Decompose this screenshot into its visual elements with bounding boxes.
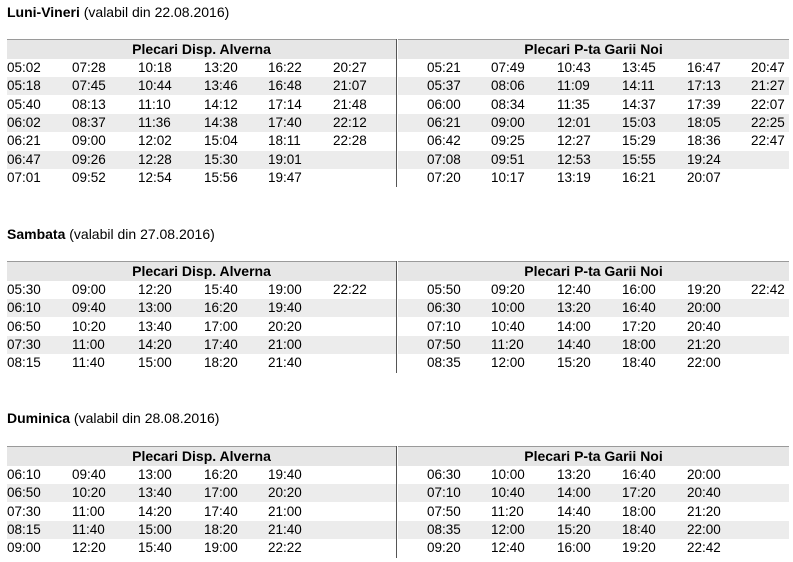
left-time-cell: 10:44 [138, 78, 172, 94]
right-time-cell: 16:40 [622, 300, 656, 316]
right-time-cell: 11:20 [491, 336, 524, 352]
left-time-cell: 05:18 [7, 78, 41, 94]
right-time-cell: 07:50 [427, 503, 461, 519]
left-time-cell: 09:52 [72, 169, 106, 185]
left-time-cell: 11:36 [138, 114, 171, 130]
right-time-cell: 22:00 [687, 521, 721, 537]
left-header: Plecari Disp. Alverna [7, 446, 396, 466]
table-row [0, 151, 793, 169]
right-time-cell: 16:00 [622, 282, 656, 297]
left-time-cell: 07:01 [7, 169, 41, 185]
right-time-cell: 22:07 [751, 96, 785, 112]
left-time-cell: 10:18 [138, 60, 172, 75]
left-time-cell: 09:40 [72, 467, 106, 482]
left-time-cell: 21:00 [268, 503, 302, 519]
right-time-cell: 14:40 [557, 336, 591, 352]
left-time-cell: 12:28 [138, 151, 172, 167]
right-time-cell: 18:00 [622, 503, 656, 519]
left-time-cell: 16:20 [204, 300, 238, 316]
right-time-cell: 21:20 [687, 336, 721, 352]
left-time-cell: 09:40 [72, 300, 106, 316]
right-time-cell: 19:20 [687, 282, 721, 297]
left-time-cell: 05:40 [7, 96, 41, 112]
left-time-cell: 15:04 [204, 133, 238, 149]
right-time-cell: 11:09 [557, 78, 590, 94]
left-time-cell: 06:02 [7, 114, 41, 130]
right-time-cell: 20:00 [687, 300, 721, 316]
left-time-cell: 17:00 [204, 318, 238, 334]
right-time-cell: 10:00 [491, 300, 525, 316]
right-time-cell: 20:07 [687, 169, 721, 185]
left-time-cell: 10:20 [72, 485, 106, 501]
left-time-cell: 10:20 [72, 318, 106, 334]
row-stripe [7, 151, 396, 169]
section-title [7, 226, 215, 242]
right-time-cell: 10:40 [491, 485, 525, 501]
right-time-cell: 17:20 [622, 318, 656, 334]
table-row [0, 299, 793, 317]
left-time-cell: 11:00 [72, 336, 105, 352]
left-time-cell: 13:20 [204, 60, 238, 75]
left-time-cell: 20:20 [268, 485, 302, 501]
left-time-cell: 09:00 [7, 540, 41, 556]
left-time-cell: 18:20 [204, 521, 238, 537]
right-time-cell: 18:40 [622, 355, 656, 371]
right-time-cell: 05:37 [427, 78, 461, 94]
right-time-cell: 14:11 [622, 78, 655, 94]
right-time-cell: 13:20 [557, 300, 591, 316]
right-time-cell: 09:20 [491, 282, 525, 297]
right-time-cell: 19:24 [687, 151, 721, 167]
left-time-cell: 07:30 [7, 503, 41, 519]
right-time-cell: 12:40 [557, 282, 591, 297]
right-time-cell: 07:50 [427, 336, 461, 352]
left-time-cell: 12:02 [138, 133, 172, 149]
left-time-cell: 07:45 [72, 78, 106, 94]
left-time-cell: 06:10 [7, 300, 41, 316]
left-time-cell: 13:40 [138, 318, 172, 334]
left-time-cell: 08:15 [7, 521, 41, 537]
right-time-cell: 20:47 [751, 60, 785, 75]
right-time-cell: 15:03 [622, 114, 656, 130]
left-time-cell: 07:30 [7, 336, 41, 352]
left-time-cell: 19:00 [268, 282, 302, 297]
left-time-cell: 20:27 [333, 60, 367, 75]
left-time-cell: 09:00 [72, 133, 106, 149]
right-time-cell: 09:25 [491, 133, 525, 149]
table-row [0, 96, 793, 114]
right-time-cell: 20:40 [687, 318, 721, 334]
right-time-cell: 22:47 [751, 133, 785, 149]
left-time-cell: 14:20 [138, 503, 172, 519]
left-time-cell: 06:21 [7, 133, 41, 149]
table-row [0, 281, 793, 299]
table-row [0, 539, 793, 557]
left-time-cell: 13:46 [204, 78, 238, 94]
right-time-cell: 18:36 [687, 133, 721, 149]
table-row [0, 503, 793, 521]
left-time-cell: 22:22 [333, 282, 367, 297]
right-time-cell: 21:27 [751, 78, 785, 94]
left-time-cell: 19:40 [268, 300, 302, 316]
right-time-cell: 07:49 [491, 60, 525, 75]
left-time-cell: 15:30 [204, 151, 238, 167]
left-time-cell: 09:00 [72, 282, 106, 297]
left-time-cell: 22:28 [333, 133, 367, 149]
table-row [0, 132, 793, 150]
right-time-cell: 07:10 [427, 485, 461, 501]
left-time-cell: 09:26 [72, 151, 106, 167]
left-time-cell: 21:40 [268, 521, 302, 537]
left-time-cell: 15:40 [204, 282, 238, 297]
table-row [0, 521, 793, 539]
left-time-cell: 21:40 [268, 355, 302, 371]
left-time-cell: 05:02 [7, 60, 41, 75]
right-time-cell: 13:20 [557, 467, 591, 482]
right-time-cell: 09:00 [491, 114, 525, 130]
right-time-cell: 09:51 [491, 151, 525, 167]
section-validity: (valabil din 27.08.2016) [69, 226, 215, 242]
right-time-cell: 15:20 [557, 355, 591, 371]
left-time-cell: 22:12 [333, 114, 367, 130]
row-stripe [7, 484, 396, 502]
left-time-cell: 19:00 [204, 540, 238, 556]
left-time-cell: 21:07 [333, 78, 367, 94]
left-time-cell: 16:22 [268, 60, 302, 75]
left-time-cell: 11:40 [72, 521, 105, 537]
right-time-cell: 14:00 [557, 485, 591, 501]
row-stripe [7, 299, 396, 317]
right-time-cell: 17:20 [622, 485, 656, 501]
left-time-cell: 17:00 [204, 485, 238, 501]
left-time-cell: 20:20 [268, 318, 302, 334]
left-time-cell: 13:40 [138, 485, 172, 501]
right-time-cell: 16:40 [622, 467, 656, 482]
section-validity: (valabil din 22.08.2016) [83, 4, 230, 20]
right-time-cell: 05:50 [427, 282, 461, 297]
left-time-cell: 19:01 [268, 151, 302, 167]
right-time-cell: 22:42 [751, 282, 785, 297]
table-row [0, 169, 793, 187]
left-time-cell: 11:00 [72, 503, 105, 519]
left-time-cell: 17:40 [204, 336, 238, 352]
left-time-cell: 12:20 [138, 282, 172, 297]
right-time-cell: 21:20 [687, 503, 721, 519]
right-time-cell: 10:40 [491, 318, 525, 334]
left-time-cell: 21:00 [268, 336, 302, 352]
right-time-cell: 19:20 [622, 540, 656, 556]
left-time-cell: 12:20 [72, 540, 106, 556]
right-time-cell: 12:53 [557, 151, 591, 167]
right-time-cell: 12:00 [491, 521, 525, 537]
right-time-cell: 16:00 [557, 540, 591, 556]
right-time-cell: 14:40 [557, 503, 591, 519]
left-time-cell: 15:00 [138, 521, 172, 537]
right-time-cell: 22:42 [687, 540, 721, 556]
left-time-cell: 15:00 [138, 355, 172, 371]
right-time-cell: 09:20 [427, 540, 461, 556]
left-header: Plecari Disp. Alverna [7, 39, 396, 59]
table-row [0, 354, 793, 372]
section-day: Luni-Vineri [7, 4, 80, 20]
left-time-cell: 14:20 [138, 336, 172, 352]
left-time-cell: 14:38 [204, 114, 238, 130]
left-time-cell: 19:40 [268, 467, 302, 482]
right-time-cell: 17:39 [687, 96, 721, 112]
row-stripe [7, 521, 396, 539]
right-time-cell: 08:35 [427, 355, 461, 371]
left-time-cell: 12:54 [138, 169, 172, 185]
left-time-cell: 08:37 [72, 114, 106, 130]
left-time-cell: 06:47 [7, 151, 41, 167]
left-time-cell: 15:40 [138, 540, 172, 556]
right-time-cell: 10:17 [491, 169, 525, 185]
right-time-cell: 11:35 [557, 96, 590, 112]
right-time-cell: 06:42 [427, 133, 461, 149]
left-header: Plecari Disp. Alverna [7, 261, 396, 281]
left-time-cell: 13:00 [138, 300, 172, 316]
section-validity: (valabil din 28.08.2016) [73, 410, 220, 426]
right-time-cell: 05:21 [427, 60, 461, 75]
left-time-cell: 06:10 [7, 467, 41, 482]
left-time-cell: 11:10 [138, 96, 171, 112]
table-row [0, 484, 793, 502]
right-time-cell: 15:29 [622, 133, 656, 149]
left-time-cell: 16:20 [204, 467, 238, 482]
left-time-cell: 05:30 [7, 282, 41, 297]
left-time-cell: 13:00 [138, 467, 172, 482]
table-row [0, 466, 793, 484]
right-time-cell: 07:08 [427, 151, 461, 167]
right-time-cell: 10:43 [557, 60, 591, 75]
right-time-cell: 06:30 [427, 300, 461, 316]
section-day: Sambata [7, 226, 66, 242]
table-row [0, 77, 793, 95]
left-time-cell: 07:28 [72, 60, 106, 75]
right-time-cell: 20:40 [687, 485, 721, 501]
right-time-cell: 22:25 [751, 114, 785, 130]
section-title [7, 4, 229, 20]
left-time-cell: 18:11 [268, 133, 301, 149]
right-header: Plecari P-ta Garii Noi [398, 261, 789, 281]
right-time-cell: 06:21 [427, 114, 461, 130]
left-time-cell: 17:40 [204, 503, 238, 519]
table-row [0, 336, 793, 354]
left-time-cell: 19:47 [268, 169, 302, 185]
right-time-cell: 12:40 [491, 540, 525, 556]
left-time-cell: 06:50 [7, 318, 41, 334]
right-time-cell: 22:00 [687, 355, 721, 371]
row-stripe [7, 336, 396, 354]
right-time-cell: 18:40 [622, 521, 656, 537]
table-row [0, 114, 793, 132]
right-time-cell: 07:20 [427, 169, 461, 185]
right-time-cell: 07:10 [427, 318, 461, 334]
table-row [0, 59, 793, 77]
right-header: Plecari P-ta Garii Noi [398, 39, 789, 59]
right-time-cell: 14:00 [557, 318, 591, 334]
right-time-cell: 20:00 [687, 467, 721, 482]
right-time-cell: 10:00 [491, 467, 525, 482]
left-time-cell: 17:14 [268, 96, 302, 112]
left-time-cell: 06:50 [7, 485, 41, 501]
right-header: Plecari P-ta Garii Noi [398, 446, 789, 466]
left-time-cell: 15:56 [204, 169, 238, 185]
section-title [7, 410, 219, 426]
right-time-cell: 14:37 [622, 96, 656, 112]
right-time-cell: 15:20 [557, 521, 591, 537]
left-time-cell: 11:40 [72, 355, 105, 371]
right-time-cell: 12:00 [491, 355, 525, 371]
right-time-cell: 15:55 [622, 151, 656, 167]
left-time-cell: 17:40 [268, 114, 302, 130]
right-time-cell: 13:45 [622, 60, 656, 75]
right-time-cell: 18:05 [687, 114, 721, 130]
right-time-cell: 16:47 [687, 60, 721, 75]
right-time-cell: 16:21 [622, 169, 656, 185]
right-time-cell: 11:20 [491, 503, 524, 519]
section-day: Duminica [7, 410, 71, 426]
table-row [0, 318, 793, 336]
left-time-cell: 08:13 [72, 96, 106, 112]
right-time-cell: 17:13 [687, 78, 721, 94]
right-time-cell: 06:00 [427, 96, 461, 112]
left-time-cell: 16:48 [268, 78, 302, 94]
left-time-cell: 18:20 [204, 355, 238, 371]
right-time-cell: 18:00 [622, 336, 656, 352]
right-time-cell: 08:35 [427, 521, 461, 537]
left-time-cell: 21:48 [333, 96, 367, 112]
left-time-cell: 08:15 [7, 355, 41, 371]
right-time-cell: 12:01 [557, 114, 591, 130]
right-time-cell: 08:06 [491, 78, 525, 94]
left-time-cell: 14:12 [204, 96, 238, 112]
left-time-cell: 22:22 [268, 540, 302, 556]
right-time-cell: 06:30 [427, 467, 461, 482]
right-time-cell: 08:34 [491, 96, 525, 112]
right-time-cell: 12:27 [557, 133, 591, 149]
right-time-cell: 13:19 [557, 169, 591, 185]
